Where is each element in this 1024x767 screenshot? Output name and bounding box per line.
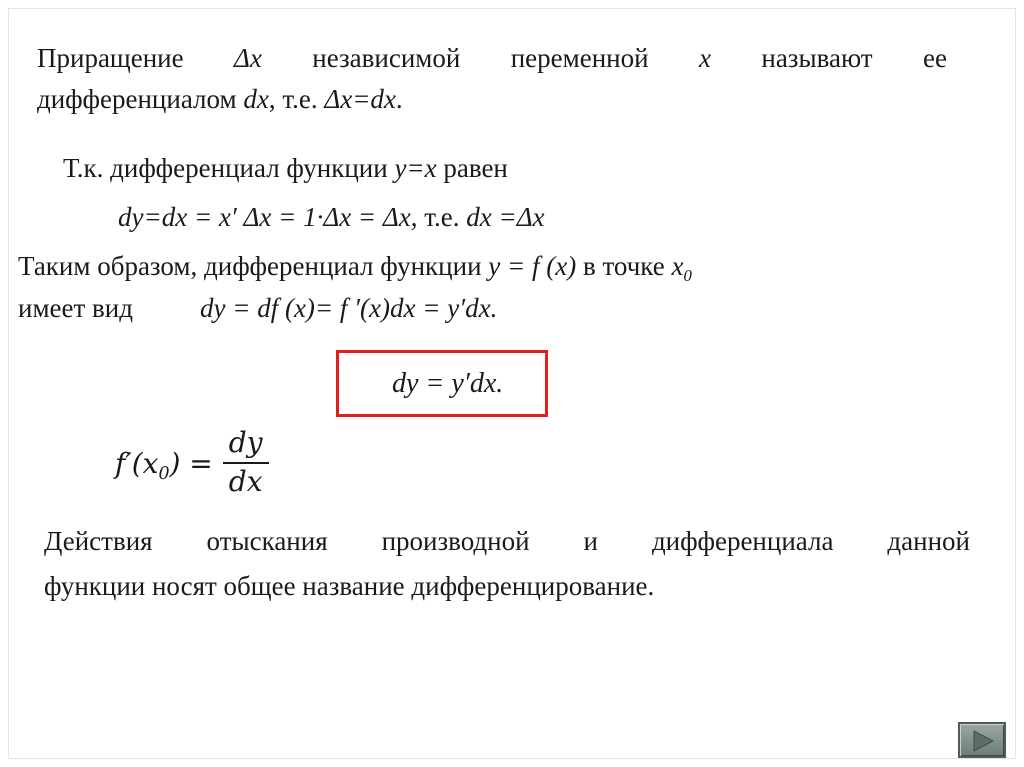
paragraph-2-line-1 — [63, 155, 508, 182]
math-x0: $x_0$ — [671, 251, 692, 285]
paragraph-1-line-2 — [37, 86, 403, 113]
math-formula: dy=dx = x′ Δx = 1·Δx = Δx — [118, 202, 411, 232]
word: независимой — [312, 43, 461, 73]
word: отыскания — [206, 526, 328, 556]
math-y-eq-fx: y = f (x) — [488, 251, 577, 281]
text: в точке — [576, 251, 672, 281]
paragraph-3-formula: dy = df (x)= f ′(x)dx = y′dx. — [200, 293, 498, 323]
word: переменной — [510, 43, 649, 73]
text: Т.к. дифференциал функции — [63, 153, 395, 183]
paragraph-4-line-2: функции носят общее название дифференцирование. — [44, 571, 655, 601]
fraction — [223, 428, 269, 498]
text: равен — [436, 153, 508, 183]
text: Таким образом, дифференциал функции — [18, 251, 489, 281]
paragraph-1-line-1 — [37, 45, 947, 72]
paragraph-4-line-1 — [44, 528, 970, 555]
math-y-eq-x: y=x — [394, 153, 437, 183]
text: , т.е. — [268, 84, 325, 114]
math-delta-x: Δx — [234, 43, 262, 73]
math-delta-x-eq-dx: Δx=dx — [324, 84, 396, 114]
paragraph-2-formula — [118, 204, 545, 231]
text: . — [395, 84, 403, 114]
math-x: x — [698, 43, 711, 73]
text: , т.е. — [410, 202, 467, 232]
word: производной — [381, 526, 530, 556]
paragraph-3-line-2-label: имеет вид — [18, 293, 133, 323]
derivative-fraction-formula — [115, 418, 269, 508]
math-formula: dx =Δx — [466, 202, 545, 232]
next-slide-button[interactable] — [958, 722, 1006, 758]
boxed-formula: dy = y′dx. — [392, 368, 504, 399]
fraction-lhs: $f'(x_0)$ = — [115, 446, 213, 484]
triangle-right-icon — [972, 730, 994, 752]
fraction-numerator: dy — [228, 426, 263, 460]
word: ее — [923, 43, 947, 73]
word: дифференциалом — [37, 84, 237, 114]
math-dx: dx — [243, 84, 269, 114]
word: и — [583, 526, 598, 556]
word: данной — [887, 526, 970, 556]
fraction-bar — [223, 462, 269, 464]
word: дифференциала — [651, 526, 834, 556]
fraction-denominator: dx — [228, 465, 263, 498]
paragraph-3-line-1 — [18, 251, 692, 285]
word: Действия — [44, 526, 153, 556]
word: Приращение — [37, 43, 184, 73]
word: называют — [761, 43, 873, 73]
